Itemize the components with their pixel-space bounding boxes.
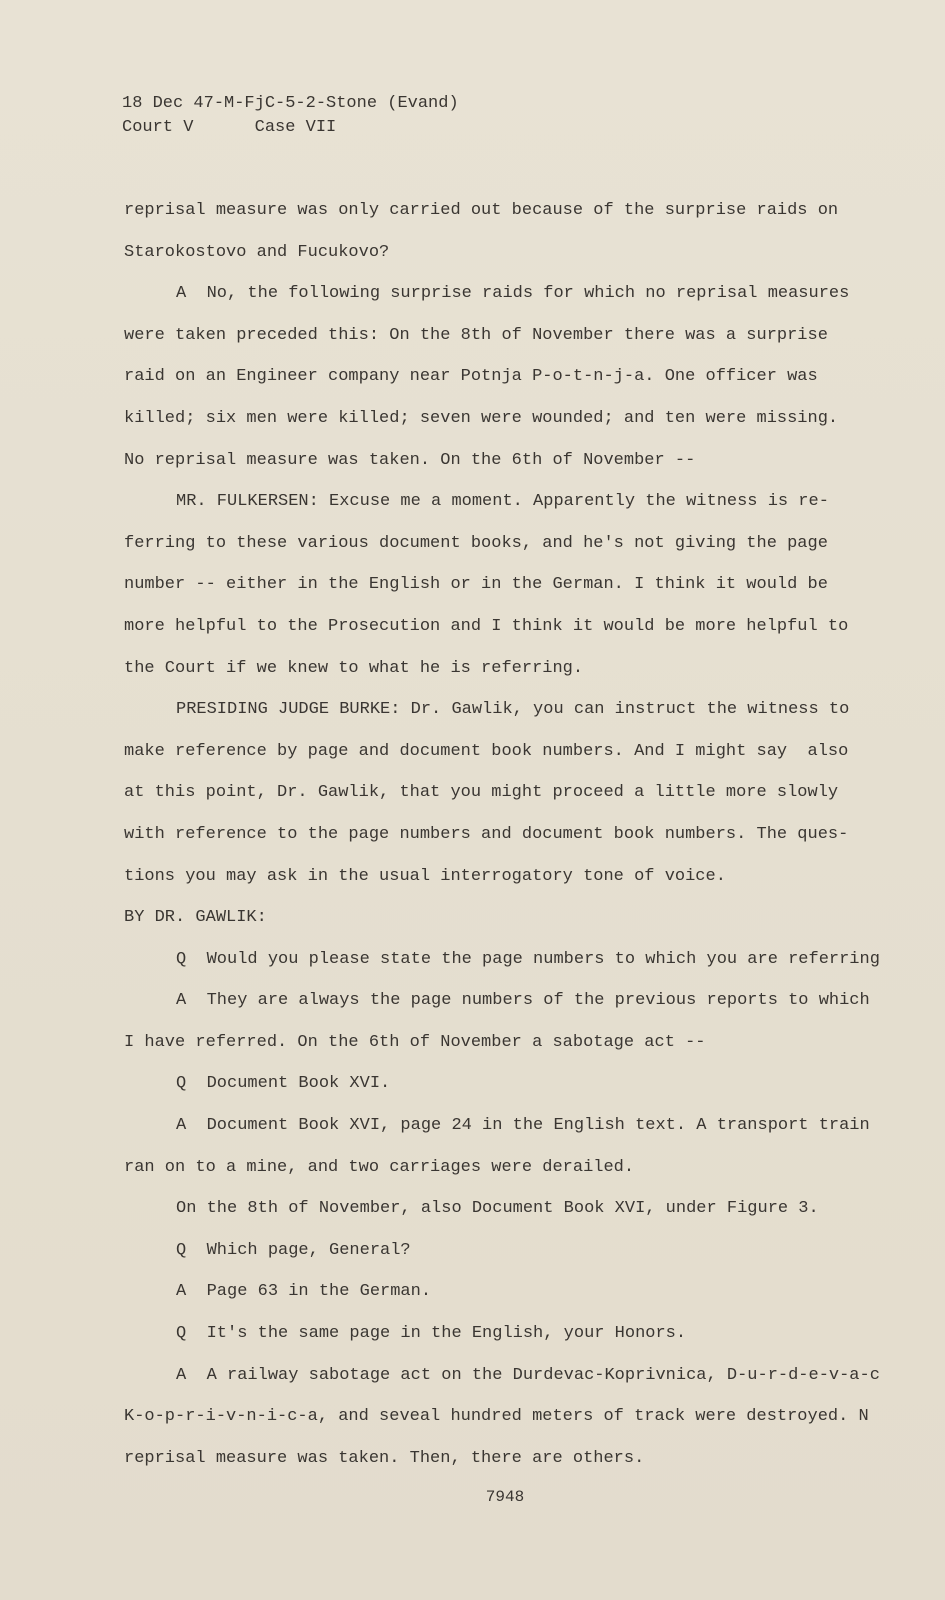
transcript-line: A Page 63 in the German. xyxy=(176,1282,432,1302)
transcript-line: K-o-p-r-i-v-n-i-c-a, and seveal hundred meters of track were destroyed. N xyxy=(124,1407,869,1427)
header-line-2: Court V Case VII xyxy=(122,118,337,137)
transcript-line: more helpful to the Prosecution and I think it would be more helpful to xyxy=(124,616,849,636)
transcript-line: the Court if we knew to what he is referring. xyxy=(124,658,584,678)
transcript-line: Q It's the same page in the English, your Honors. xyxy=(176,1324,687,1344)
transcript-body xyxy=(124,190,899,1479)
transcript-line: reprisal measure was taken. Then, there are others. xyxy=(124,1448,645,1468)
transcript-line: A Document Book XVI, page 24 in the English text. A transport train xyxy=(176,1116,870,1136)
page-number: 7948 xyxy=(485,1488,525,1506)
transcript-line: MR. FULKERSEN: Excuse me a moment. Apparently the witness is re- xyxy=(176,492,829,512)
transcript-line: No reprisal measure was taken. On the 6th of November -- xyxy=(124,450,696,470)
transcript-line: A A railway sabotage act on the Durdevac-Koprivnica, D-u-r-d-e-v-a-c xyxy=(176,1365,880,1385)
transcript-line: ferring to these various document books, and he's not giving the page xyxy=(124,533,828,553)
transcript-line: raid on an Engineer company near Potnja P-o-t-n-j-a. One officer was xyxy=(124,367,818,387)
transcript-line: tions you may ask in the usual interrogatory tone of voice. xyxy=(124,866,726,886)
transcript-line: BY DR. GAWLIK: xyxy=(124,908,267,928)
header-line-1: 18 Dec 47-M-FjC-5-2-Stone (Evand) xyxy=(122,94,459,113)
transcript-line: killed; six men were killed; seven were wounded; and ten were missing. xyxy=(124,408,839,428)
transcript-line: ran on to a mine, and two carriages were derailed. xyxy=(124,1157,635,1177)
transcript-line: Q Which page, General? xyxy=(176,1240,411,1260)
transcript-line: On the 8th of November, also Document Book XVI, under Figure 3. xyxy=(176,1199,819,1219)
transcript-line: with reference to the page numbers and document book numbers. The ques- xyxy=(124,824,849,844)
transcript-line: A They are always the page numbers of the previous reports to which xyxy=(176,991,870,1011)
transcript-line: at this point, Dr. Gawlik, that you might proceed a little more slowly xyxy=(124,783,839,803)
transcript-line: make reference by page and document book numbers. And I might say also xyxy=(124,741,849,761)
document-header xyxy=(122,92,459,140)
transcript-line: PRESIDING JUDGE BURKE: Dr. Gawlik, you can instruct the witness to xyxy=(176,700,850,720)
transcript-line: were taken preceded this: On the 8th of November there was a surprise xyxy=(124,325,828,345)
transcript-line: Q Would you please state the page numbers to which you are referring xyxy=(176,949,880,969)
transcript-line: number -- either in the English or in the German. I think it would be xyxy=(124,575,828,595)
transcript-line: I have referred. On the 6th of November a sabotage act -- xyxy=(124,1032,706,1052)
transcript-line: Q Document Book XVI. xyxy=(176,1074,391,1094)
transcript-line: reprisal measure was only carried out because of the surprise raids on xyxy=(124,201,839,220)
transcript-line: A No, the following surprise raids for which no reprisal measures xyxy=(176,284,850,304)
transcript-line: Starokostovo and Fucukovo? xyxy=(124,242,390,262)
